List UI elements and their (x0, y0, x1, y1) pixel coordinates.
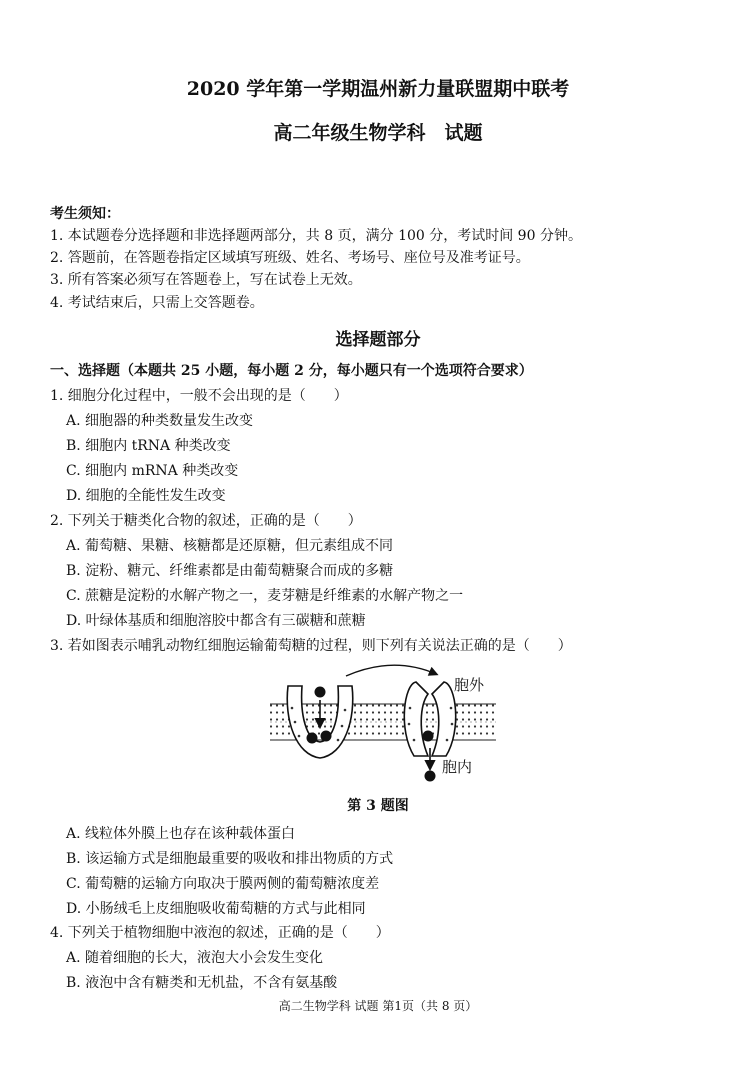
question-4-stem: 4. 下列关于植物细胞中液泡的叙述，正确的是（ ） (50, 925, 390, 941)
question-3-option-b: B. 该运输方式是细胞最重要的吸收和排出物质的方式 (66, 851, 394, 867)
notice-item: 2. 答题前，在答题卷指定区域填写班级、姓名、考场号、座位号及准考证号。 (50, 250, 530, 266)
notice-item: 4. 考试结束后，只需上交答题卷。 (50, 295, 264, 311)
question-4-option-a: A. 随着细胞的长大，液泡大小会发生变化 (66, 950, 324, 966)
exam-title: 2020 学年第一学期温州新力量联盟期中联考 (186, 78, 570, 100)
question-3-option-a: A. 线粒体外膜上也存在该种载体蛋白 (66, 826, 296, 842)
section-instructions: 一、选择题（本题共 25 小题，每小题 2 分，每小题只有一个选项符合要求） (50, 363, 533, 379)
question-3-option-d: D. 小肠绒毛上皮细胞吸收葡萄糖的方式与此相同 (66, 901, 366, 917)
page-footer: 高二生物学科 试题 第1页（共 8 页） (278, 999, 478, 1013)
notice-heading: 考生须知： (50, 206, 120, 222)
question-1-option-a: A. 细胞器的种类数量发生改变 (66, 413, 254, 429)
notice-item: 1. 本试题卷分选择题和非选择题两部分，共 8 页，满分 100 分，考试时间 90 分钟。 (50, 228, 582, 244)
label-outside: 胞外 (454, 676, 485, 694)
question-4-option-b: B. 液泡中含有糖类和无机盐，不含有氨基酸 (66, 975, 338, 991)
question-1-option-b: B. 细胞内 tRNA 种类改变 (66, 438, 231, 454)
question-1-option-c: C. 细胞内 mRNA 种类改变 (66, 463, 239, 479)
figure-caption: 第 3 题图 (347, 798, 409, 814)
question-2-option-b: B. 淀粉、糖元、纤维素都是由葡萄糖聚合而成的多糖 (66, 563, 394, 579)
question-2-option-c: C. 蔗糖是淀粉的水解产物之一，麦芽糖是纤维素的水解产物之一 (66, 588, 464, 604)
question-1-stem: 1. 细胞分化过程中，一般不会出现的是（ ） (50, 388, 348, 404)
question-3-stem: 3. 若如图表示哺乳动物红细胞运输葡萄糖的过程，则下列有关说法正确的是（ ） (50, 638, 572, 654)
conformation-arrow (346, 665, 436, 676)
label-inside: 胞内 (442, 758, 473, 776)
section-title: 选择题部分 (335, 330, 421, 350)
question-2-option-a: A. 葡萄糖、果糖、核糖都是还原糖，但元素组成不同 (66, 538, 394, 554)
glucose-molecule (425, 771, 436, 782)
notice-item: 3. 所有答案必须写在答题卷上，写在试卷上无效。 (50, 272, 362, 288)
question-2-option-d: D. 叶绿体基质和细胞溶胶中都含有三碳糖和蔗糖 (66, 613, 366, 629)
glucose-molecule (315, 687, 326, 698)
exam-subtitle: 高二年级生物学科 试题 (273, 122, 483, 144)
question-1-option-d: D. 细胞的全能性发生改变 (66, 488, 226, 504)
glucose-transport-figure (268, 660, 498, 785)
question-2-stem: 2. 下列关于糖类化合物的叙述，正确的是（ ） (50, 513, 362, 529)
question-3-option-c: C. 葡萄糖的运输方向取决于膜两侧的葡萄糖浓度差 (66, 876, 380, 892)
